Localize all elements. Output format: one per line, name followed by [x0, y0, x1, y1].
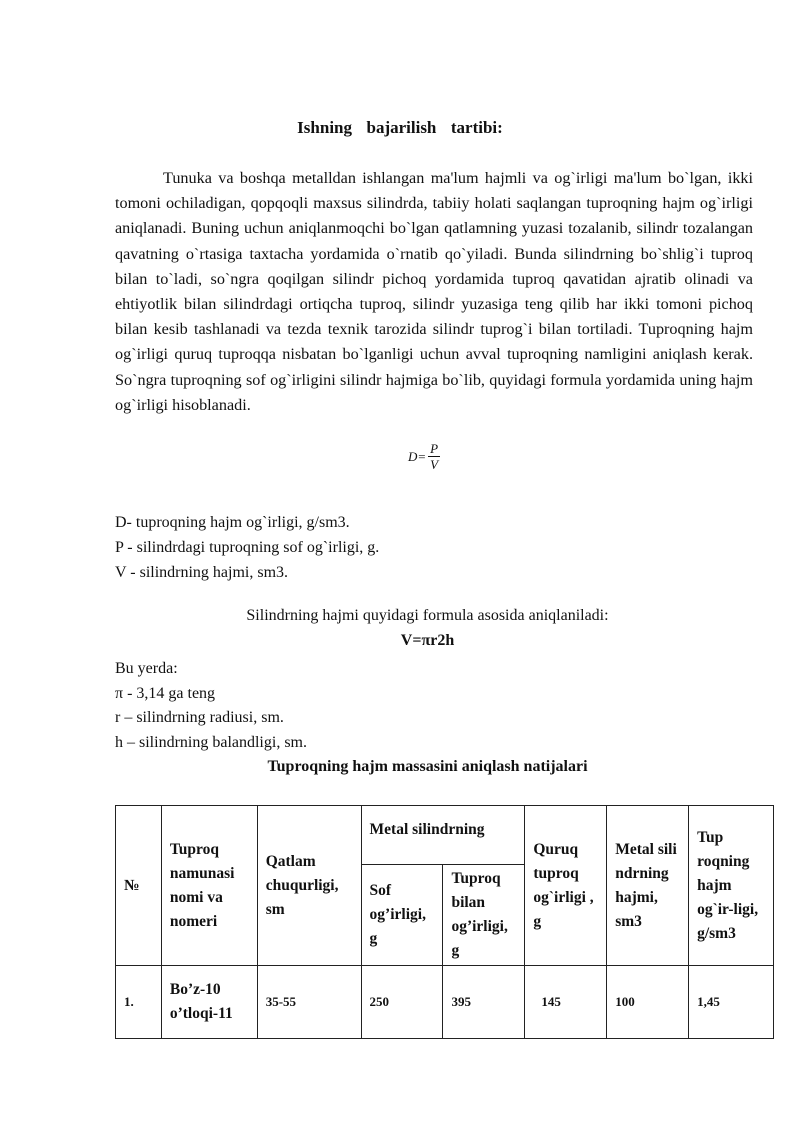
header-depth: Qatlam chuqurligi, sm	[257, 806, 361, 966]
header-dry-soil: Quruq tuproq og`irligi , g	[525, 806, 607, 966]
cell-net-weight: 250	[361, 966, 443, 1039]
formula-notes	[115, 657, 307, 755]
cell-num: 1.	[116, 966, 162, 1039]
header-weight-with-soil: Tuproq bilan og’irligi, g	[443, 865, 525, 966]
density-formula	[408, 442, 440, 472]
header-metal-cylinder: Metal silindrning	[361, 806, 525, 865]
formula-numerator: P	[430, 441, 439, 456]
formula-denominator: V	[430, 457, 439, 472]
header-num: №	[116, 806, 162, 966]
note-line: π - 3,14 ga teng	[115, 684, 216, 702]
cell-weight-with-soil: 395	[443, 966, 525, 1039]
volume-formula: V=πr2h	[400, 632, 455, 649]
table-header-row	[116, 806, 774, 865]
header-bulk-density: Tup roqning hajm og`ir-ligi, g/sm3	[689, 806, 774, 966]
procedure-paragraph: Tunuka va boshqa metalldan ishlangan ma'lum hajmli va og`irligi ma'lum bo`lgan, ikki tomoni ochiladigan, qopqoqli maxsus silindrda, tabiiy holati saqlangan tuproqning hajm og`irligi aniqlanadi. Buning uchun aniqlanmoqchi bo`lgan qatlamning yuzasi tozalanib, silindr tozalangan qavatning o`rtasiga taxtacha yordamida o`rnatib qo`yiladi. Bunda silindrning bo`shlig`i tuproq bilan to`ladi, so`ngra qoqilgan silindr pichoq yordamida tuproq qavatidan ajratib olinadi va ehtiyotlik bilan silindrdagi ortiqcha tuproq, silindr yuzasiga teng qilib har ikki tomoni pichoq bilan kesib tashlanadi va tezda texnik tarozida silindr tuprog`i bilan tortiladi. Tuproqning hajm og`irligi quruq tuproqqa nisbatan bo`lganligi uchun avval tuproqning namligini aniqlash kerak. So`ngra tuproqning sof og`irligini silindr hajmiga bo`lib, quyidagi formula yordamida uning hajm og`irligi hisoblanadi.	[115, 169, 753, 414]
note-line: r – silindrning radiusi, sm.	[115, 709, 284, 726]
table-title: Tuproqning hajm massasini aniqlash natijalari	[267, 758, 588, 775]
header-net-weight: Sof og’irligi, g	[361, 865, 443, 966]
definition-line: D- tuproqning hajm og`irligi, g/sm3.	[115, 514, 350, 531]
cell-dry-soil: 145	[525, 966, 607, 1039]
header-cylinder-volume: Metal sili ndrning hajmi, sm3	[607, 806, 689, 966]
formula-fraction	[428, 442, 440, 472]
section-title: Ishning bajarilish tartibi:	[297, 118, 503, 137]
variable-definitions	[115, 510, 379, 585]
results-table	[115, 805, 774, 1039]
cell-cylinder-volume: 100	[607, 966, 689, 1039]
header-sample: Tuproq namunasi nomi va nomeri	[161, 806, 257, 966]
definition-line: P - silindrdagi tuproqning sof og`irligi, g.	[115, 539, 380, 556]
volume-intro: Silindrning hajmi quyidagi formula asosida aniqlaniladi:	[246, 607, 609, 624]
note-line: Bu yerda:	[115, 660, 178, 677]
table-row	[116, 966, 774, 1039]
cell-sample: Bo’z-10 o’tloqi-11	[161, 966, 257, 1039]
definition-line: V - silindrning hajmi, sm3.	[115, 564, 289, 581]
note-line: h – silindrning balandligi, sm.	[115, 733, 307, 751]
cell-depth: 35-55	[257, 966, 361, 1039]
cell-bulk-density: 1,45	[689, 966, 774, 1039]
formula-lhs: D=	[408, 449, 427, 464]
